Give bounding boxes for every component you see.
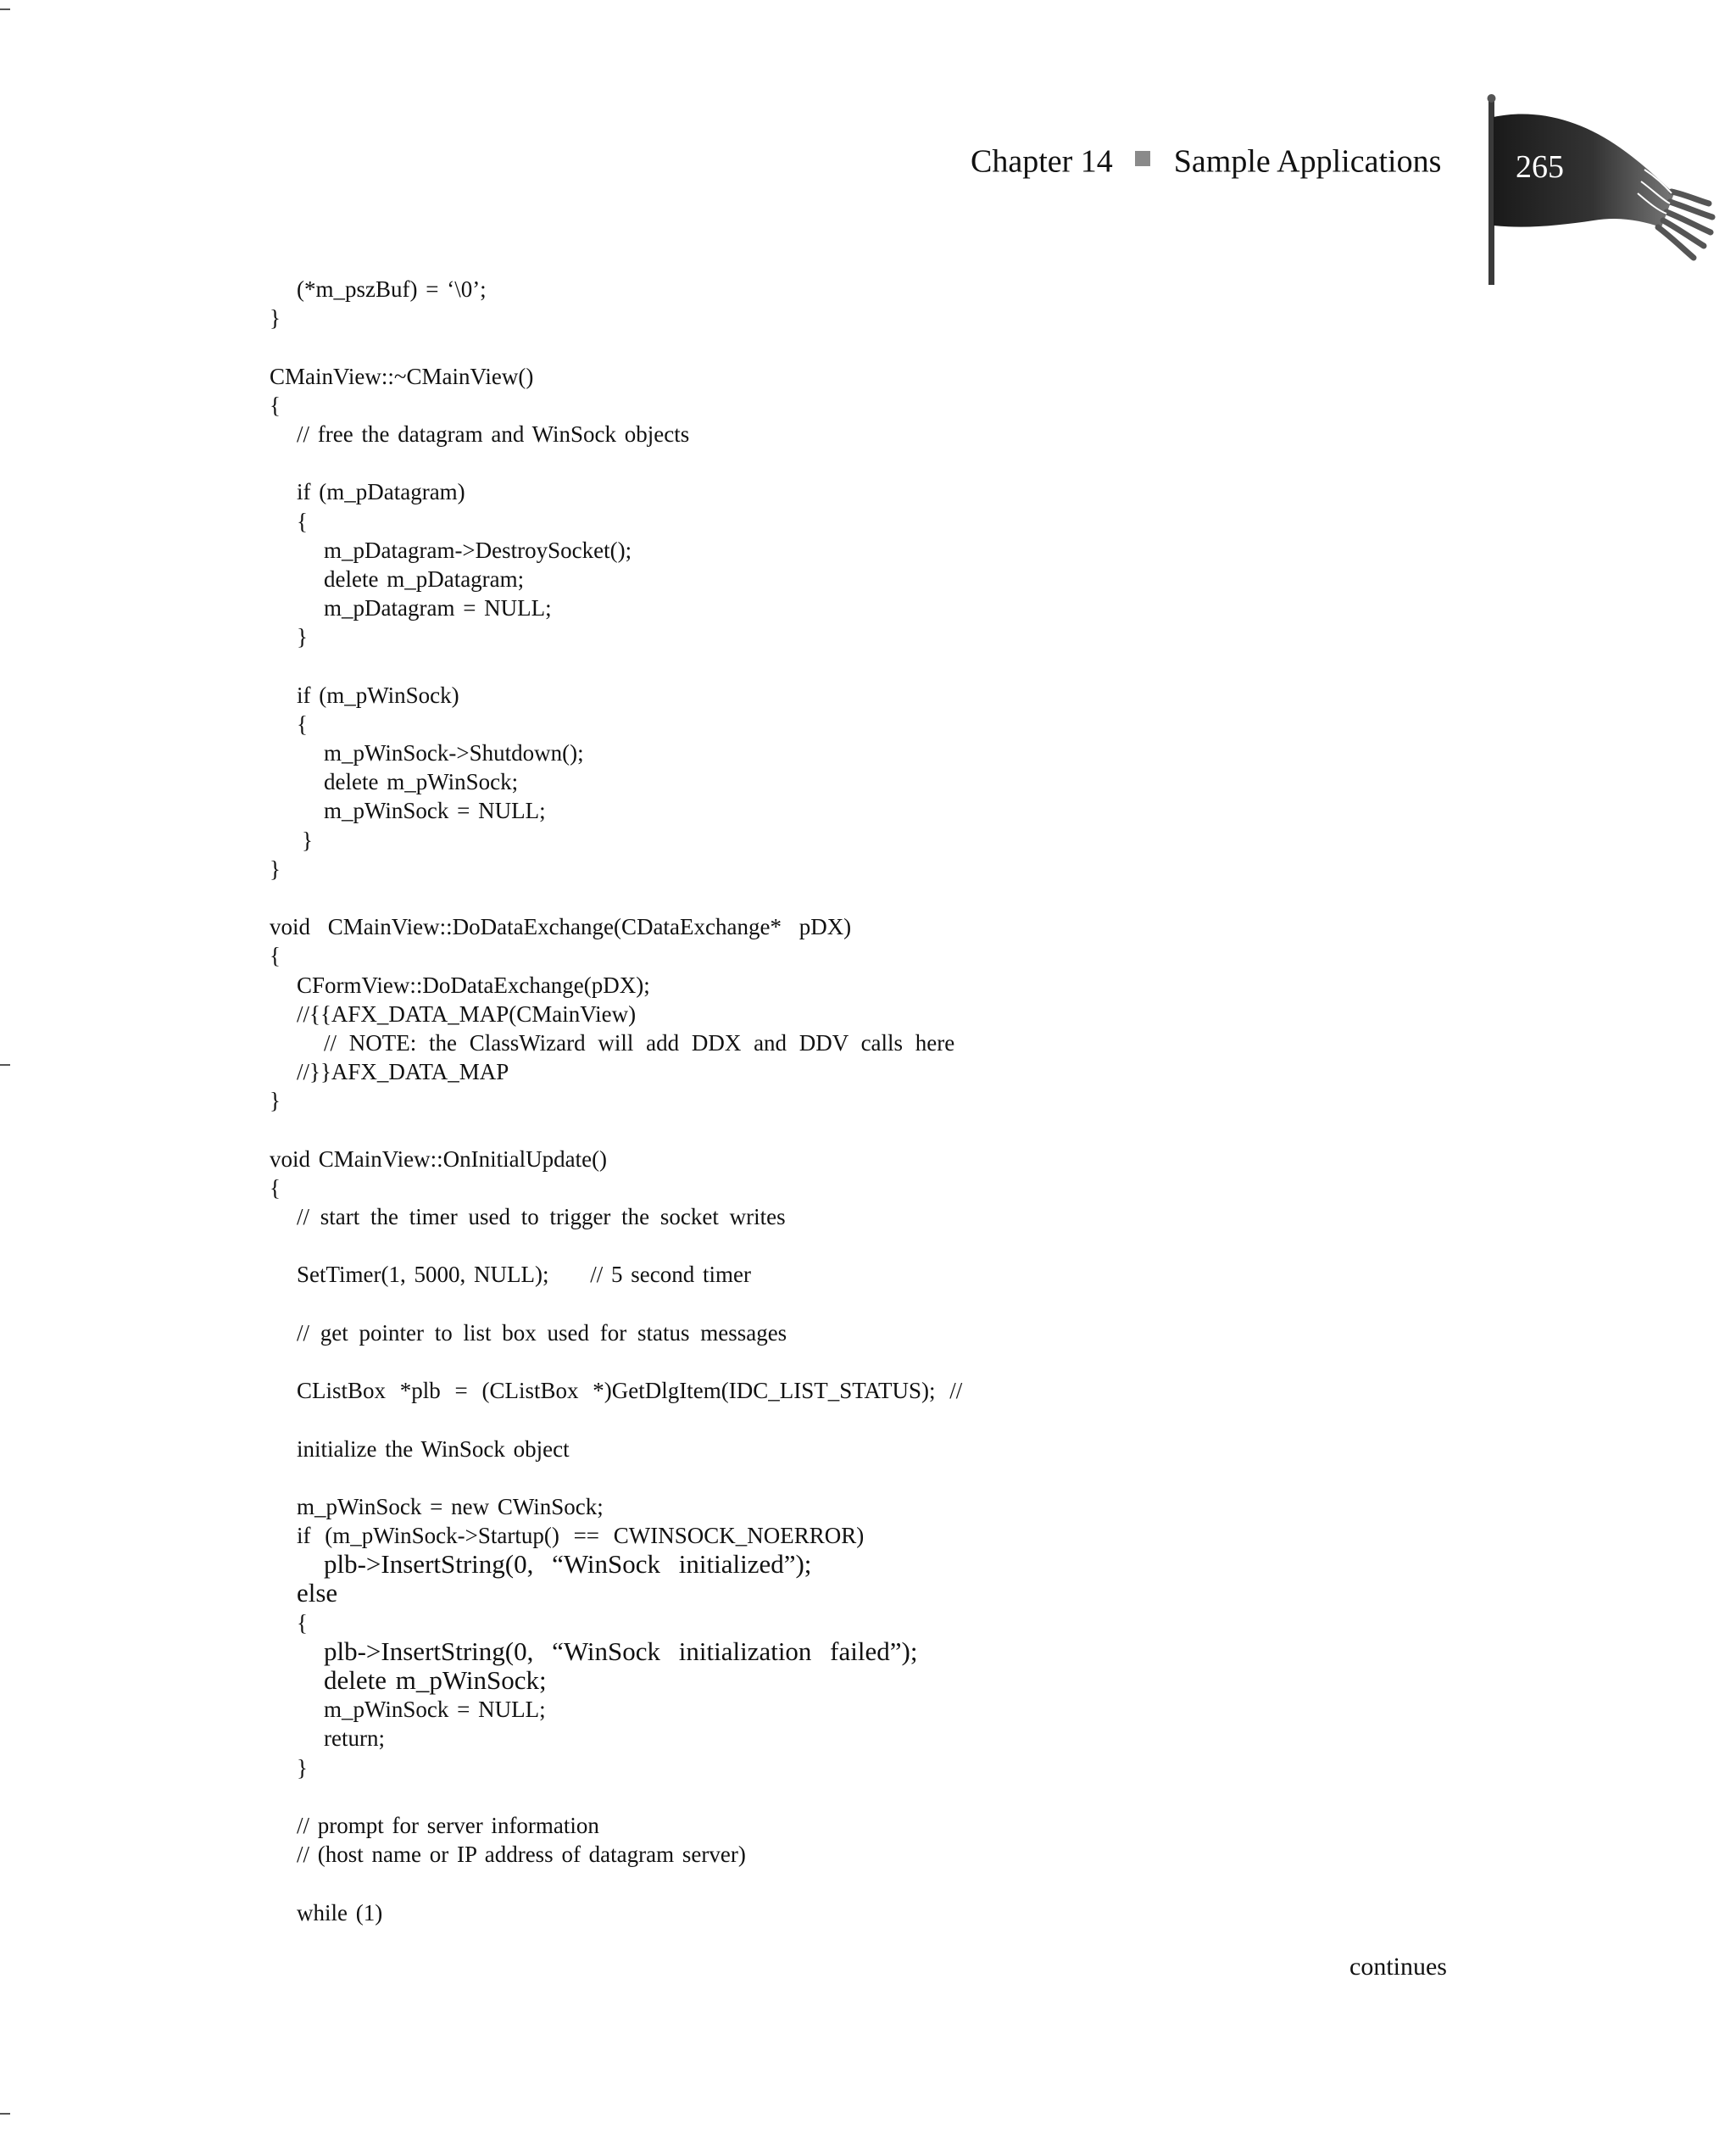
- code-line: [270, 883, 935, 912]
- crop-mark: [0, 1064, 10, 1066]
- continues-label: continues: [1349, 1953, 1447, 1981]
- code-line: if (m_pDatagram): [297, 479, 465, 505]
- code-line: plb->InsertString(0, “WinSock initialized”);: [324, 1549, 812, 1580]
- code-line: (*m_pszBuf) = ‘\0’;: [297, 276, 487, 302]
- code-line: [270, 1782, 935, 1811]
- code-line: }: [270, 1088, 281, 1114]
- crop-mark: [0, 8, 10, 10]
- code-line: m_pDatagram->DestroySocket();: [324, 537, 632, 563]
- code-line: }: [270, 856, 281, 882]
- code-line: }: [302, 827, 313, 853]
- code-line: [270, 332, 935, 361]
- code-line: [270, 1290, 935, 1318]
- code-line: // prompt for server information: [297, 1812, 599, 1838]
- code-line: delete m_pDatagram;: [324, 566, 525, 592]
- code-line: [270, 1347, 935, 1376]
- code-line: // start the timer used to trigger the socket writes: [297, 1204, 786, 1229]
- code-line: SetTimer(1, 5000, NULL); // 5 second timer: [297, 1262, 751, 1288]
- code-line: // get pointer to list box used for status messages: [297, 1319, 787, 1346]
- code-line: //}}AFX_DATA_MAP: [297, 1059, 509, 1085]
- code-line: void CMainView::DoDataExchange(CDataExchange* pDX): [270, 914, 852, 940]
- code-line: CListBox *plb = (CListBox *)GetDlgItem(IDC_LIST_STATUS); //: [297, 1378, 963, 1404]
- crop-mark: [0, 2113, 10, 2115]
- code-line: // NOTE: the ClassWizard will add DDX and DDV calls here: [324, 1029, 955, 1056]
- code-line: else: [297, 1578, 338, 1608]
- code-line: }: [297, 624, 308, 650]
- code-line: [270, 1231, 935, 1260]
- code-line: {: [270, 1174, 281, 1201]
- code-line: //{{AFX_DATA_MAP(CMainView): [297, 1000, 637, 1027]
- code-line: {: [270, 943, 281, 969]
- code-line: {: [270, 392, 281, 418]
- code-line: }: [297, 1754, 308, 1781]
- code-line: [270, 651, 935, 680]
- code-listing: [270, 275, 963, 1927]
- code-line: // free the datagram and WinSock objects: [297, 421, 690, 447]
- code-line: if (m_pWinSock): [297, 682, 459, 708]
- code-line: m_pDatagram = NULL;: [324, 595, 552, 621]
- code-line: void CMainView::OnInitialUpdate(): [270, 1145, 608, 1172]
- code-line: // (host name or IP address of datagram server): [297, 1842, 746, 1868]
- code-line: delete m_pWinSock;: [324, 769, 519, 795]
- code-line: m_pWinSock = NULL;: [324, 798, 546, 824]
- code-line: [270, 1869, 935, 1898]
- code-line: m_pWinSock->Shutdown();: [324, 740, 584, 766]
- code-line: {: [297, 1609, 308, 1636]
- chapter-label: Chapter 14: [971, 143, 1113, 180]
- square-bullet-icon: [1135, 151, 1150, 166]
- code-line: plb->InsertString(0, “WinSock initialization failed”);: [324, 1636, 918, 1666]
- code-line: return;: [324, 1725, 385, 1752]
- code-line: [270, 1463, 935, 1492]
- code-line: m_pWinSock = new CWinSock;: [297, 1493, 604, 1519]
- code-line: initialize the WinSock object: [297, 1435, 570, 1462]
- code-line: while (1): [297, 1899, 383, 1926]
- code-line: {: [297, 508, 308, 534]
- code-line: [270, 1115, 935, 1144]
- chapter-title: Sample Applications: [1173, 143, 1442, 180]
- code-line: {: [297, 711, 308, 737]
- code-line: [270, 449, 935, 477]
- code-line: CMainView::~CMainView(): [270, 363, 534, 389]
- page-number: 265: [1516, 149, 1564, 185]
- code-line: }: [270, 305, 281, 332]
- running-header: [971, 137, 1441, 180]
- code-line: if (m_pWinSock->Startup() == CWINSOCK_NOERROR): [297, 1523, 865, 1549]
- code-line: delete m_pWinSock;: [324, 1665, 547, 1695]
- windsock-flag-icon: [1475, 93, 1721, 288]
- code-line: m_pWinSock = NULL;: [324, 1697, 546, 1723]
- code-line: CFormView::DoDataExchange(pDX);: [297, 972, 650, 998]
- code-line: [270, 1405, 935, 1434]
